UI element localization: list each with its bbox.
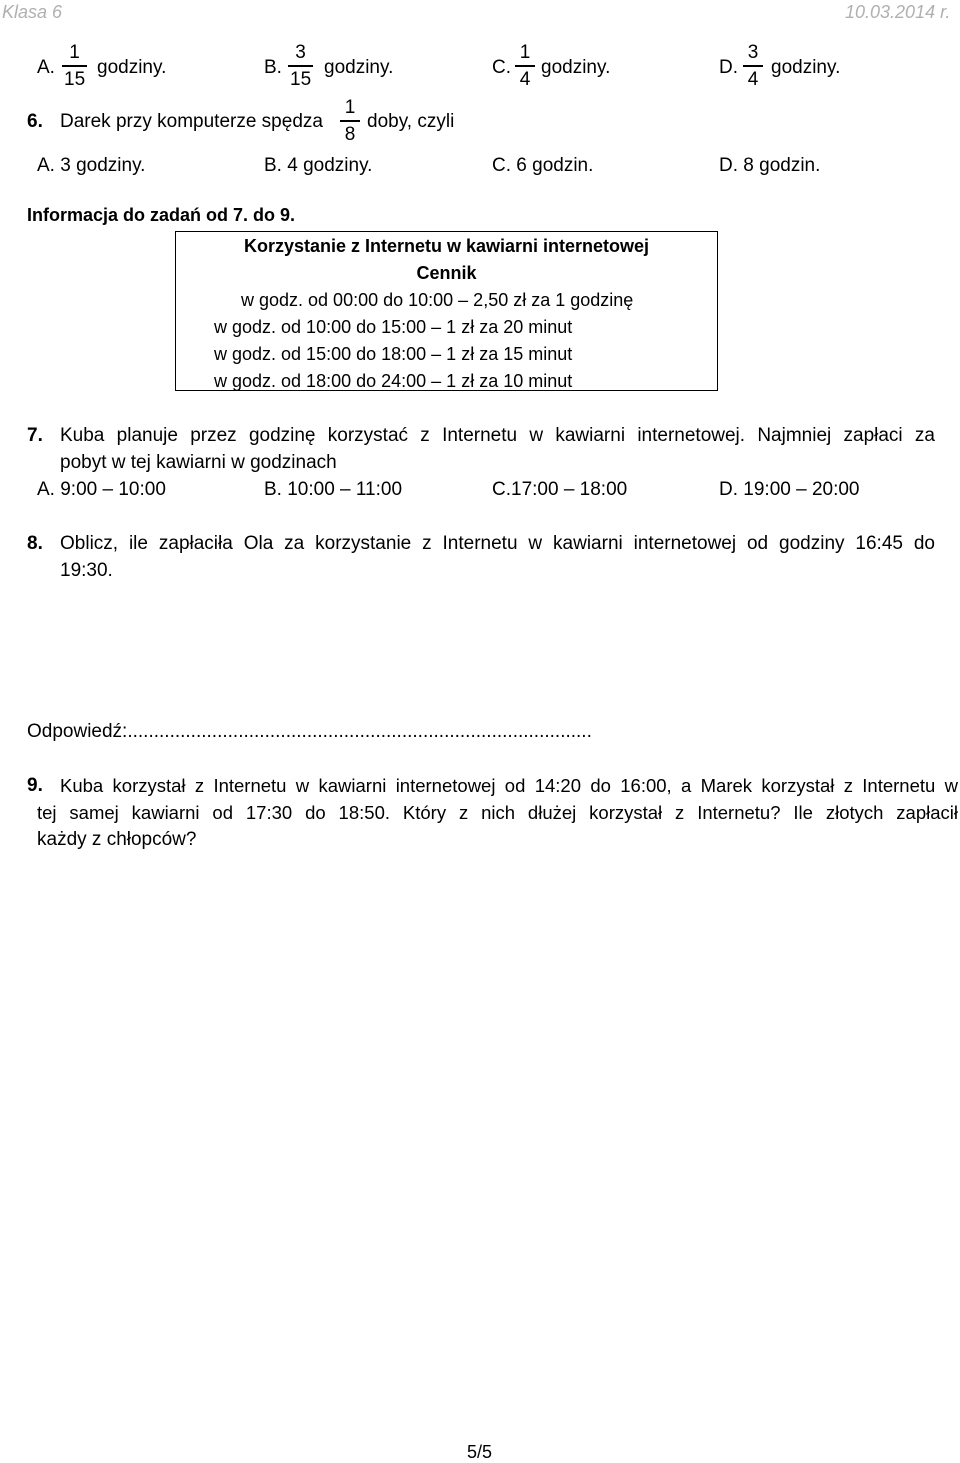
price-list-subtitle: Cennik	[416, 263, 477, 283]
q5-option-d-fraction	[743, 42, 763, 90]
q6-number: 6.	[27, 111, 43, 132]
q7-line-1: Kuba planuje przez godzinę korzystać z Internetu w kawiarni internetowej. Najmniej zapłaci za	[60, 425, 935, 446]
q7-number: 7.	[27, 425, 43, 446]
answer-line: Odpowiedź:........................................................................................	[27, 721, 592, 742]
q6-option-c: C. 6 godzin.	[492, 155, 594, 176]
q7-option-a: A. 9:00 – 10:00	[37, 479, 166, 500]
info-heading: Informacja do zadań od 7. do 9.	[27, 205, 296, 225]
fraction-bar	[62, 65, 87, 67]
price-row-1: w godz. od 00:00 do 10:00 – 2,50 zł za 1 godzinę	[241, 290, 634, 310]
q7-option-c: C.17:00 – 18:00	[492, 479, 628, 500]
q6-option-b: B. 4 godziny.	[264, 155, 373, 176]
price-row-3: w godz. od 15:00 do 18:00 – 1 zł za 15 minut	[214, 344, 573, 364]
q6-text-before: Darek przy komputerze spędza	[60, 111, 323, 132]
q5-option-b-letter: B.	[264, 57, 282, 78]
page-number: 5/5	[467, 1442, 493, 1462]
fraction-bar	[340, 120, 360, 122]
fraction-bar	[743, 65, 763, 67]
q5-option-c-letter: C.	[492, 57, 511, 78]
q6-option-d: D. 8 godzin.	[719, 155, 821, 176]
q5-option-a-letter: A.	[37, 57, 55, 78]
fraction-bar	[288, 65, 313, 67]
q9-line-1: Kuba korzystał z Internetu w kawiarni internetowej od 14:20 do 16:00, a Marek korzystał z Internetu w	[60, 775, 958, 796]
q9-number: 9.	[27, 775, 43, 796]
q6-text-after: doby, czyli	[367, 111, 455, 132]
q5-option-d-letter: D.	[719, 57, 738, 78]
header-date: 10.03.2014 r.	[845, 2, 951, 22]
denominator: 15	[64, 68, 86, 90]
numerator: 1	[519, 42, 531, 63]
q7-option-b: B. 10:00 – 11:00	[264, 479, 403, 500]
q9-line-2: tej samej kawiarni od 17:30 do 18:50. Który z nich dłużej korzystał z Internetu? Ile złotych zapłacił	[37, 802, 958, 823]
fraction-bar	[515, 65, 535, 67]
price-row-2: w godz. od 10:00 do 15:00 – 1 zł za 20 minut	[214, 317, 573, 337]
denominator: 4	[519, 68, 531, 90]
header-class-label: Klasa 6	[2, 2, 63, 22]
denominator: 8	[344, 123, 356, 145]
q5-option-c-suffix: godziny.	[541, 57, 611, 78]
q5-option-a-fraction	[62, 42, 87, 90]
q5-option-d-suffix: godziny.	[771, 57, 841, 78]
q6-option-a: A. 3 godziny.	[37, 155, 146, 176]
q5-option-b-fraction	[288, 42, 313, 90]
numerator: 3	[295, 42, 306, 63]
denominator: 15	[290, 68, 312, 90]
q8-line-1: Oblicz, ile zapłaciła Ola za korzystanie z Internetu w kawiarni internetowej od godziny 16:45 do	[60, 533, 935, 554]
q8-line-2: 19:30.	[60, 560, 113, 581]
q9-line-3: każdy z chłopców?	[37, 829, 197, 850]
q5-option-c-fraction	[515, 42, 535, 90]
numerator: 1	[69, 42, 80, 63]
price-list-title: Korzystanie z Internetu w kawiarni internetowej	[243, 236, 650, 256]
q5-option-a-suffix: godziny.	[97, 57, 167, 78]
q6-fraction	[340, 97, 360, 145]
numerator: 3	[747, 42, 759, 63]
q8-number: 8.	[27, 533, 43, 554]
q7-option-d: D. 19:00 – 20:00	[719, 479, 860, 500]
denominator: 4	[747, 68, 759, 90]
q7-line-2: pobyt w tej kawiarni w godzinach	[60, 452, 337, 473]
price-row-4: w godz. od 18:00 do 24:00 – 1 zł za 10 minut	[214, 371, 573, 391]
q5-option-b-suffix: godziny.	[324, 57, 394, 78]
numerator: 1	[344, 97, 356, 118]
